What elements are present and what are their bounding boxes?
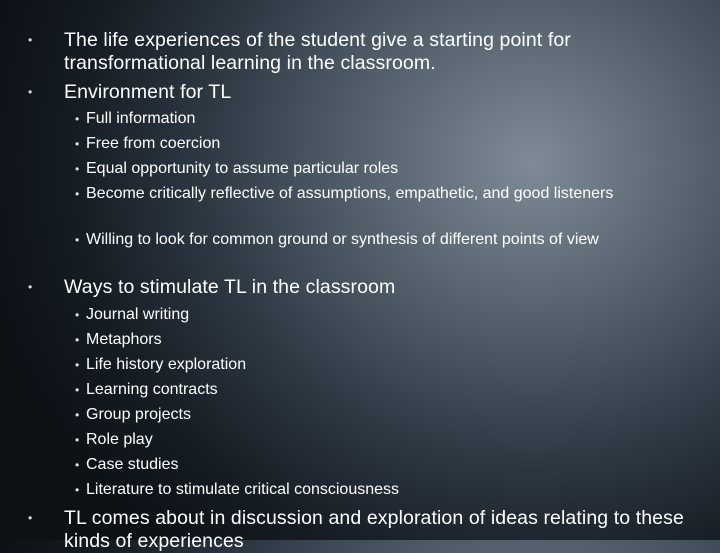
bullet-text: The life experiences of the student give a starting point for transformational learning in the classroom. <box>64 29 571 74</box>
bullet-text: Environment for TL <box>64 81 232 103</box>
bullet-marker: • <box>75 308 80 322</box>
bullet-marker: • <box>75 137 80 151</box>
bullet-text: Life history exploration <box>86 356 247 373</box>
bullet-item <box>28 29 684 75</box>
sub-bullet-item <box>75 329 686 352</box>
bullet-marker: • <box>28 280 33 294</box>
bullet-marker: • <box>75 483 80 497</box>
bullet-item <box>28 507 684 553</box>
bullet-marker: • <box>28 511 33 525</box>
bullet-text: Ways to stimulate TL in the classroom <box>64 276 396 298</box>
sub-bullet-item <box>75 404 686 427</box>
bullet-text: Full information <box>86 110 196 127</box>
bullet-marker: • <box>75 112 80 126</box>
bullet-marker: • <box>75 458 80 472</box>
sub-bullet-item <box>75 454 686 477</box>
bullet-marker: • <box>75 333 80 347</box>
bullet-marker: • <box>75 408 80 422</box>
bullet-text: TL comes about in discussion and exploration of ideas relating to these kinds of experiences <box>64 507 684 552</box>
sub-bullet-item <box>75 229 666 252</box>
sub-bullet-item <box>75 133 686 156</box>
bullet-marker: • <box>28 85 33 99</box>
sub-bullet-item <box>75 304 686 327</box>
bullet-text: Group projects <box>86 406 191 423</box>
bullet-text: Metaphors <box>86 331 162 348</box>
bullet-text: Equal opportunity to assume particular roles <box>86 160 399 177</box>
bullet-text: Case studies <box>86 456 179 473</box>
bullet-text: Literature to stimulate critical consciousness <box>86 481 400 498</box>
bullet-text: Role play <box>86 431 153 448</box>
bullet-item <box>28 276 684 299</box>
bullet-marker: • <box>75 433 80 447</box>
bullet-text: Journal writing <box>86 306 190 323</box>
bullet-marker: • <box>75 233 80 247</box>
bullet-marker: • <box>75 358 80 372</box>
bullet-text: Willing to look for common ground or synthesis of different points of view <box>86 231 599 248</box>
sub-bullet-item <box>75 379 686 402</box>
bullet-marker: • <box>28 33 33 47</box>
bullet-text: Become critically reflective of assumptions, empathetic, and good listeners <box>86 185 614 202</box>
bullet-marker: • <box>75 383 80 397</box>
sub-bullet-item <box>75 183 651 206</box>
sub-bullet-item <box>75 354 686 377</box>
bullet-marker: • <box>75 187 80 201</box>
bullet-marker: • <box>75 162 80 176</box>
sub-bullet-item <box>75 429 686 452</box>
sub-bullet-item <box>75 479 686 502</box>
sub-bullet-item <box>75 108 686 131</box>
bullet-item <box>28 81 684 104</box>
bullet-text: Free from coercion <box>86 135 221 152</box>
sub-bullet-item <box>75 158 686 181</box>
bullet-text: Learning contracts <box>86 381 218 398</box>
